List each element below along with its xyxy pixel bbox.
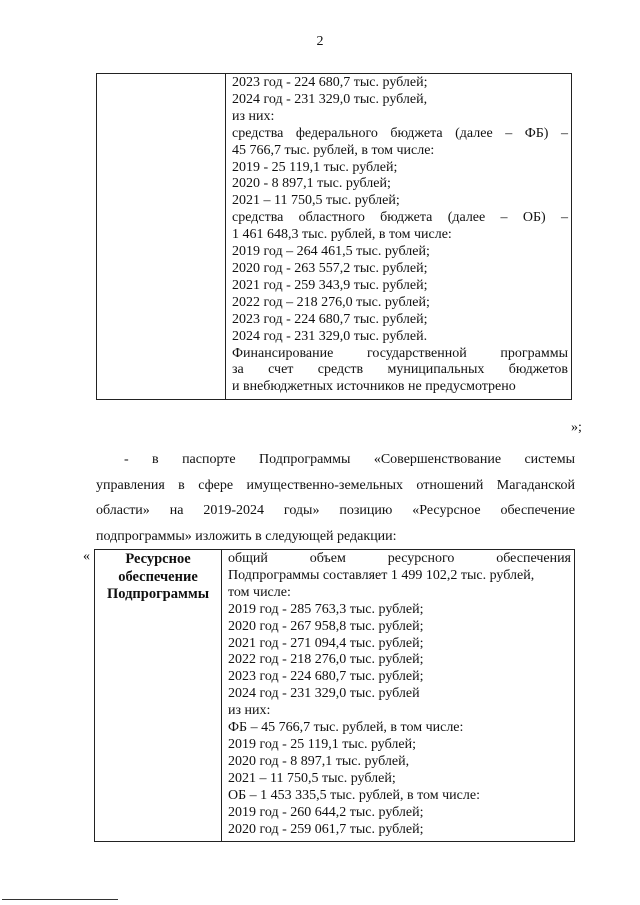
closing-quote: »; — [571, 420, 582, 435]
funding-line: 2022 год – 218 276,0 тыс. рублей; — [232, 294, 430, 310]
funding-line: 2019 год - 285 763,3 тыс. рублей; — [228, 601, 424, 617]
funding-line: 2020 год - 263 557,2 тыс. рублей; — [232, 260, 428, 276]
funding-line: 2023 год - 224 680,7 тыс. рублей; — [232, 75, 428, 90]
table-left-cell-empty — [97, 74, 226, 400]
funding-lines — [222, 550, 574, 841]
funding-line: средства федерального бюджета (далее – ФБ) – — [232, 125, 568, 141]
funding-line: ОБ – 1 453 335,5 тыс. рублей, в том числе: — [228, 787, 480, 803]
funding-line: 2021 – 11 750,5 тыс. рублей; — [228, 770, 396, 786]
funding-line: 2019 год – 264 461,5 тыс. рублей; — [232, 244, 430, 260]
funding-line: из них: — [228, 703, 271, 719]
funding-lines — [226, 74, 571, 399]
funding-line: Финансирование государственной программы — [232, 345, 568, 361]
funding-line: 2019 - 25 119,1 тыс. рублей; — [232, 159, 398, 175]
paragraph-line: - в паспорте Подпрограммы «Совершенствование системы — [124, 452, 575, 467]
funding-line: Подпрограммы составляет 1 499 102,2 тыс. рублей, — [228, 567, 535, 583]
funding-line: 2020 - 8 897,1 тыс. рублей; — [232, 176, 391, 192]
paragraph-line: управления в сфере имущественно-земельных отношений Магаданской — [96, 477, 575, 493]
funding-line: за счет средств муниципальных бюджетов — [232, 362, 568, 378]
opening-quote: « — [83, 549, 90, 564]
funding-line: 45 766,7 тыс. рублей, в том числе: — [232, 142, 435, 158]
table-label-cell — [95, 550, 222, 842]
footnote-separator — [2, 899, 118, 900]
funding-line: 2021 – 11 750,5 тыс. рублей; — [232, 193, 400, 209]
funding-line: и внебюджетных источников не предусмотрено — [232, 379, 516, 395]
subprogram-resource-table — [94, 549, 575, 842]
funding-line: из них: — [232, 108, 275, 124]
funding-line: 2023 год - 224 680,7 тыс. рублей; — [228, 669, 424, 685]
funding-line: 2024 год - 231 329,0 тыс. рублей, — [232, 91, 428, 107]
funding-line: 2020 год - 259 061,7 тыс. рублей; — [228, 821, 424, 837]
funding-line: 2021 год - 271 094,4 тыс. рублей; — [228, 635, 424, 651]
funding-line: 2021 год - 259 343,9 тыс. рублей; — [232, 277, 428, 293]
funding-line: 2020 год - 267 958,8 тыс. рублей; — [228, 618, 424, 634]
paragraph-line: подпрограммы» изложить в следующей редакции: — [96, 528, 397, 544]
funding-line: 2019 год - 260 644,2 тыс. рублей; — [228, 804, 424, 820]
table-right-cell — [226, 74, 572, 400]
funding-line: 2019 год - 25 119,1 тыс. рублей; — [228, 736, 416, 752]
funding-line: 2024 год - 231 329,0 тыс. рублей — [228, 686, 420, 702]
funding-line: 2020 год - 8 897,1 тыс. рублей, — [228, 753, 410, 769]
resource-label: Ресурсное обеспечение Подпрограммы — [106, 551, 210, 602]
funding-line: общий объем ресурсного обеспечения — [228, 551, 571, 566]
table-right-cell — [222, 550, 575, 842]
funding-line: том числе: — [228, 584, 291, 600]
funding-line: 2023 год - 224 680,7 тыс. рублей; — [232, 311, 428, 327]
funding-line: 2022 год - 218 276,0 тыс. рублей; — [228, 652, 424, 668]
resource-table-continued — [96, 73, 572, 400]
funding-line: 2024 год - 231 329,0 тыс. рублей. — [232, 328, 428, 344]
funding-line: ФБ – 45 766,7 тыс. рублей, в том числе: — [228, 720, 464, 736]
paragraph-line: области» на 2019-2024 годы» позицию «Ресурсное обеспечение — [96, 503, 575, 518]
funding-line: средства областного бюджета (далее – ОБ) – — [232, 210, 568, 226]
funding-line: 1 461 648,3 тыс. рублей, в том числе: — [232, 227, 452, 243]
amendment-paragraph — [96, 447, 575, 549]
page-number: 2 — [316, 34, 324, 49]
